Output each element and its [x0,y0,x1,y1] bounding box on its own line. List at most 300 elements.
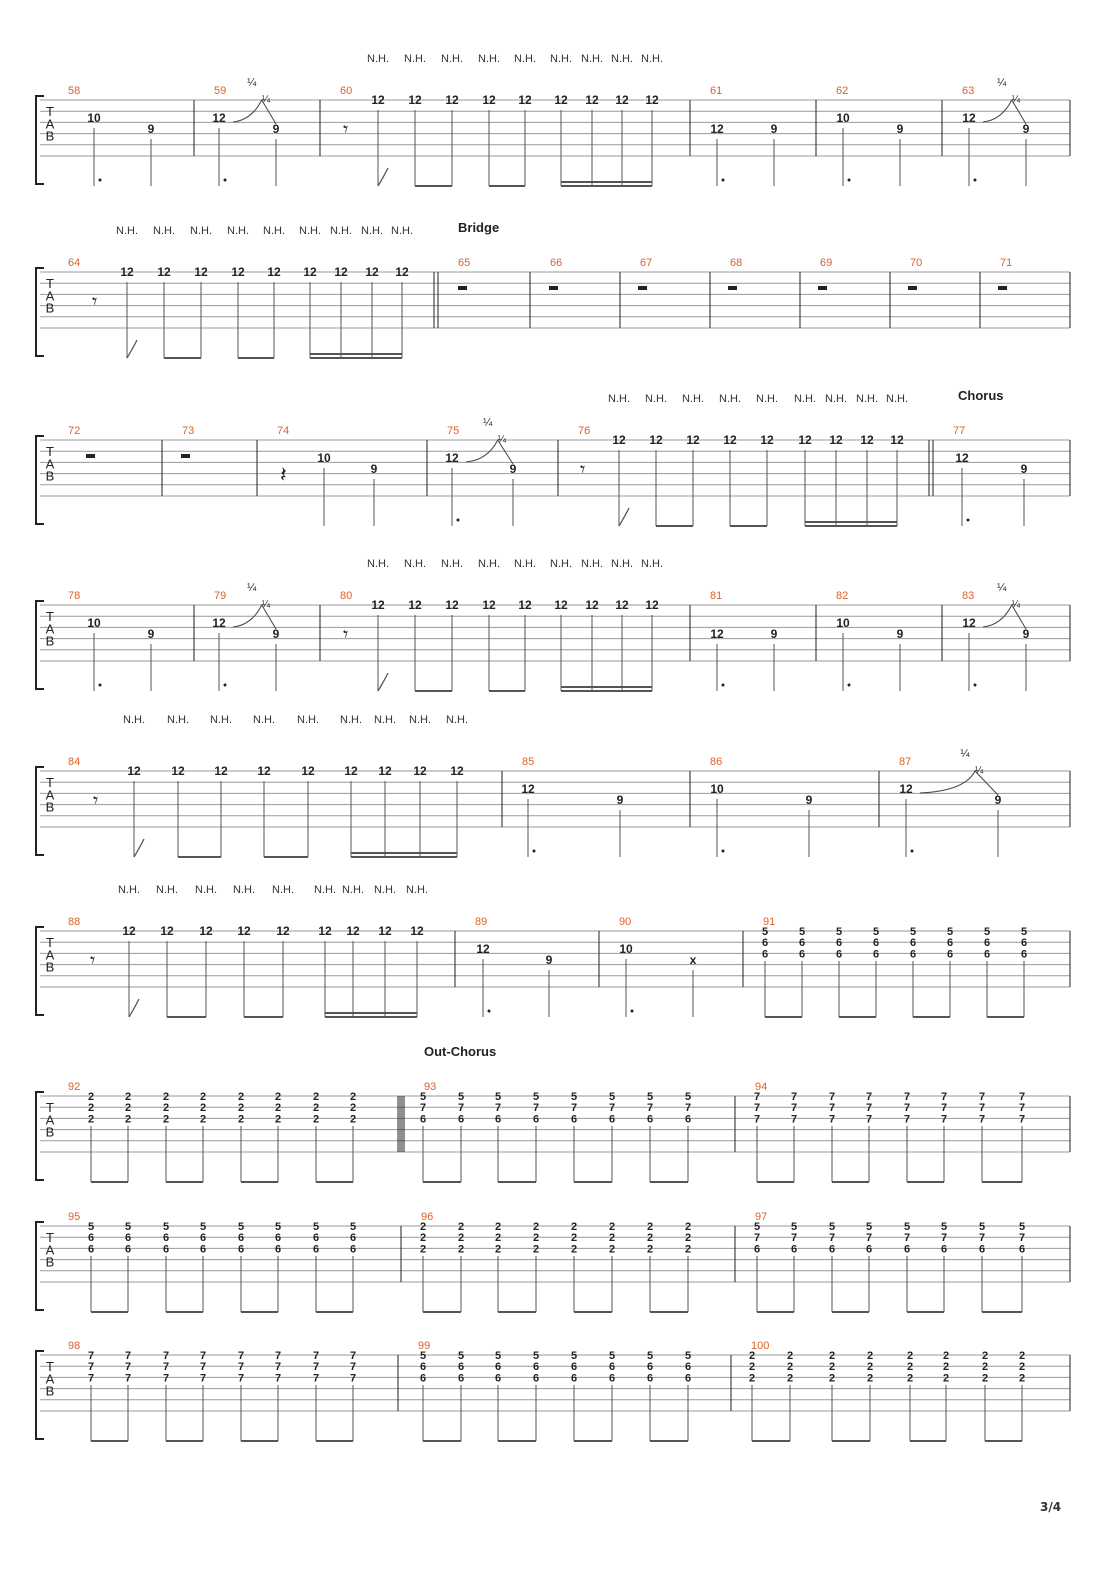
fret-number: 6 [646,1113,654,1126]
fret-number: 7 [124,1350,132,1362]
bar-number: 70 [910,257,923,269]
nh-label: N.H. [297,714,319,726]
dot [533,850,536,853]
fret-number: 2 [981,1372,989,1385]
fret-number: 7 [978,1091,986,1103]
dot [848,684,851,687]
fret-number: 5 [608,1350,616,1362]
dot [722,850,725,853]
fret-number: 5 [646,1091,654,1103]
section-label: Out-Chorus [424,1044,497,1059]
fret-number: 2 [828,1350,836,1362]
fret-number: 2 [828,1372,836,1385]
section-label: Chorus [958,388,1004,403]
flag [127,340,137,358]
bar-number: 61 [710,85,723,97]
fret-number: 7 [349,1361,357,1374]
fret-number: 2 [237,1113,245,1126]
fret-number: 2 [419,1232,427,1245]
fret-number: 2 [942,1350,950,1362]
bar-number: 66 [550,257,563,269]
quarter-rest: 𝄽 [280,462,287,487]
fret-number: 7 [312,1350,320,1362]
fret-number: 7 [312,1372,320,1385]
tab-clef-letter: T [46,935,54,950]
fret-number: 12 [301,764,315,778]
fret-number: 2 [199,1113,207,1126]
fret-number: 6 [646,1372,654,1385]
bar-number: 63 [962,85,975,97]
fret-number: 5 [494,1350,502,1362]
fret-number: 2 [274,1102,282,1115]
dot [911,850,914,853]
fret-number: 2 [684,1243,692,1256]
fret-number: 7 [274,1350,282,1362]
fret-number: 10 [619,942,633,956]
fret-number: 5 [946,926,954,938]
fret-number: 9 [272,627,280,641]
fret-number: 12 [445,93,459,107]
fret-number: 2 [570,1232,578,1245]
bar-number: 83 [962,590,975,602]
fret-number: 12 [371,598,385,612]
fret-number: 2 [748,1350,756,1362]
eighth-rest: 𝄾 [580,459,586,481]
fret-number: 12 [645,598,659,612]
dot [722,179,725,182]
tab-clef-letter: T [46,1230,54,1245]
fret-number: 2 [786,1361,794,1374]
fret-number: 12 [645,93,659,107]
nh-label: N.H. [367,53,389,65]
nh-label: N.H. [514,53,536,65]
nh-label: N.H. [608,393,630,405]
fret-number: 7 [828,1232,836,1245]
fret-number: 5 [457,1350,465,1362]
fret-number: 5 [865,1221,873,1233]
fret-number: 7 [753,1113,761,1126]
fret-number: 2 [419,1221,427,1233]
fret-number: 10 [87,111,101,125]
fret-number: 12 [127,764,141,778]
tab-clef-letter: B [45,959,55,975]
nh-label: N.H. [611,53,633,65]
fret-number: 12 [122,924,136,938]
tab-clef-letter: B [45,633,55,649]
eighth-rest: 𝄾 [343,119,349,141]
bar-number: 67 [640,257,653,269]
fret-number: 7 [865,1102,873,1115]
fret-number: 9 [896,122,904,136]
fret-number: 6 [162,1232,170,1245]
fret-number: 6 [946,948,954,961]
fret-number: 2 [494,1221,502,1233]
fret-number: 2 [532,1232,540,1245]
fret-number: 7 [608,1102,616,1115]
fret-number: 2 [124,1091,132,1103]
fret-number: 12 [120,265,134,279]
fret-number: 6 [1020,948,1028,961]
fret-number: 6 [608,1372,616,1385]
nh-label: N.H. [611,558,633,570]
nh-label: N.H. [153,225,175,237]
fret-number: 6 [909,937,917,950]
whole-rest [181,454,190,458]
fret-number: 2 [684,1232,692,1245]
fret-number: 12 [899,782,913,796]
fret-number: 7 [87,1372,95,1385]
fret-number: 2 [981,1350,989,1362]
fret-number: 5 [312,1221,320,1233]
fret-number: 9 [616,793,624,807]
bend-amount: ¼ [247,77,257,89]
fret-number: 7 [978,1113,986,1126]
fret-number: 12 [955,451,969,465]
fret-number: 12 [962,111,976,125]
fret-number: 7 [162,1350,170,1362]
bar-number: 58 [68,85,81,97]
fret-number: 12 [710,627,724,641]
nh-label: N.H. [272,884,294,896]
fret-number: 6 [872,948,880,961]
dot [224,179,227,182]
fret-number: 7 [684,1102,692,1115]
fret-number: 2 [87,1091,95,1103]
fret-number: 7 [828,1102,836,1115]
fret-number: 7 [199,1361,207,1374]
nh-label: N.H. [645,393,667,405]
nh-label: N.H. [404,558,426,570]
fret-number: 9 [1022,627,1030,641]
dot [722,684,725,687]
tab-clef-letter: B [45,300,55,316]
nh-label: N.H. [116,225,138,237]
fret-number: 6 [124,1232,132,1245]
bar-number: 91 [763,916,776,928]
fret-number: 6 [798,948,806,961]
tab-clef-letter: B [45,799,55,815]
dot [974,684,977,687]
fret-number: 12 [723,433,737,447]
tab-clef-letter: T [46,775,54,790]
fret-number: 5 [419,1091,427,1103]
nh-label: N.H. [441,53,463,65]
fret-number: 12 [798,433,812,447]
fret-number: 2 [274,1091,282,1103]
fret-number: 12 [445,598,459,612]
system-bracket [36,601,44,689]
nh-label: N.H. [118,884,140,896]
bend-amount: ¼ [997,582,1007,594]
system-bracket [36,1092,44,1180]
whole-rest [86,454,95,458]
bar-number: 59 [214,85,227,97]
fret-number: 12 [199,924,213,938]
bar-number: 78 [68,590,81,602]
fret-number: 6 [570,1361,578,1374]
fret-number: 6 [532,1113,540,1126]
fret-number: 12 [962,616,976,630]
fret-number: 9 [1020,462,1028,476]
fret-number: 2 [312,1113,320,1126]
fret-number: 2 [237,1102,245,1115]
bar-number: 79 [214,590,227,602]
fret-number: 2 [646,1232,654,1245]
dot [99,684,102,687]
fret-number: 7 [978,1102,986,1115]
tab-clef-letter: A [45,288,55,304]
fret-number: 2 [866,1350,874,1362]
fret-number: 7 [274,1372,282,1385]
fret-number: 7 [903,1102,911,1115]
nh-label: N.H. [263,225,285,237]
system-bracket [36,436,44,524]
bar-number: 89 [475,916,488,928]
bar-number: 82 [836,590,849,602]
nh-label: N.H. [374,884,396,896]
fret-number: 6 [753,1243,761,1256]
fret-number: 6 [684,1113,692,1126]
fret-number: 5 [494,1091,502,1103]
fret-number: 7 [419,1102,427,1115]
fret-number: 2 [1018,1372,1026,1385]
fret-number: 6 [457,1361,465,1374]
release-amount: ¼ [497,434,506,445]
fret-number: 12 [445,451,459,465]
fret-number: 6 [608,1361,616,1374]
nh-label: N.H. [641,53,663,65]
system-bracket [36,96,44,184]
tab-clef-letter: A [45,947,55,963]
bar-number: 68 [730,257,743,269]
eighth-rest: 𝄾 [343,624,349,646]
fret-number: 2 [570,1221,578,1233]
fret-number: 6 [983,937,991,950]
fret-number: 5 [798,926,806,938]
fret-number: 6 [761,937,769,950]
fret-number: 12 [408,598,422,612]
fret-number: 12 [612,433,626,447]
bar-number: 81 [710,590,723,602]
fret-number: 12 [212,616,226,630]
nh-label: N.H. [342,884,364,896]
fret-number: 12 [521,782,535,796]
fret-number: 9 [370,462,378,476]
bar-number: 99 [418,1340,431,1352]
fret-number: 5 [978,1221,986,1233]
fret-number: 9 [896,627,904,641]
fret-number: 6 [199,1232,207,1245]
dot [974,179,977,182]
fret-number: 10 [317,451,331,465]
fret-number: 6 [790,1243,798,1256]
fret-number: 12 [257,764,271,778]
fret-number: 6 [87,1243,95,1256]
fret-number: 5 [457,1091,465,1103]
bar-number: 98 [68,1340,81,1352]
eighth-rest: 𝄾 [92,291,98,313]
fret-number: 2 [608,1232,616,1245]
fret-number: 12 [890,433,904,447]
fret-number: 12 [860,433,874,447]
fret-number: 9 [272,122,280,136]
bar-number: 74 [277,425,290,437]
tab-clef-letter: A [45,456,55,472]
system-bracket [36,268,44,356]
fret-number: 7 [349,1350,357,1362]
fret-number: 7 [753,1091,761,1103]
fret-number: 5 [87,1221,95,1233]
tab-clef-letter: T [46,1100,54,1115]
fret-number: 6 [237,1243,245,1256]
tab-clef-letter: A [45,116,55,132]
fret-number: 12 [346,924,360,938]
fret-number: 7 [753,1102,761,1115]
fret-number: 6 [570,1113,578,1126]
fret-number: 2 [866,1372,874,1385]
nh-label: N.H. [156,884,178,896]
fret-number: 9 [147,122,155,136]
bar-number: 93 [424,1081,437,1093]
dot [224,684,227,687]
fret-number: 2 [457,1243,465,1256]
fret-number: 9 [147,627,155,641]
fret-number: 5 [1020,926,1028,938]
fret-number: 5 [835,926,843,938]
fret-number: 7 [865,1113,873,1126]
nh-label: N.H. [514,558,536,570]
fret-number: 6 [124,1243,132,1256]
fret-number: 7 [790,1091,798,1103]
tab-clef-letter: T [46,609,54,624]
whole-rest [458,286,467,290]
whole-rest [818,286,827,290]
bar-number: 71 [1000,257,1013,269]
bar-number: 75 [447,425,460,437]
fret-number: 2 [532,1221,540,1233]
fret-number: 10 [87,616,101,630]
flag [378,673,388,691]
nh-label: N.H. [406,884,428,896]
fret-number: 6 [865,1243,873,1256]
bar-number: 62 [836,85,849,97]
fret-number: 7 [124,1372,132,1385]
fret-number: 5 [761,926,769,938]
fret-number: 2 [162,1091,170,1103]
fret-number: 2 [786,1372,794,1385]
fret-number: 12 [482,93,496,107]
tab-clef-letter: B [45,1254,55,1270]
tab-clef-letter: A [45,1112,55,1128]
fret-number: 6 [312,1243,320,1256]
fret-number: 2 [646,1243,654,1256]
fret-number: 12 [649,433,663,447]
fret-number: 12 [318,924,332,938]
nh-label: N.H. [391,225,413,237]
flag [378,168,388,186]
nh-label: N.H. [190,225,212,237]
fret-number: 2 [828,1361,836,1374]
fret-number: 6 [457,1113,465,1126]
fret-number: 9 [770,122,778,136]
fret-number: 9 [545,953,553,967]
fret-number: 2 [349,1091,357,1103]
fret-number: 5 [903,1221,911,1233]
fret-number: 7 [312,1361,320,1374]
fret-number: 12 [395,265,409,279]
bar-number: 92 [68,1081,81,1093]
fret-number: 2 [419,1243,427,1256]
fret-number: 9 [770,627,778,641]
fret-number: 2 [608,1243,616,1256]
nh-label: N.H. [446,714,468,726]
fret-number: 9 [1022,122,1030,136]
nh-label: N.H. [361,225,383,237]
fret-number: 2 [494,1243,502,1256]
fret-number: 5 [608,1091,616,1103]
fret-number: 7 [1018,1091,1026,1103]
fret-number: 2 [906,1350,914,1362]
fret-number: 5 [199,1221,207,1233]
fret-number: 6 [1020,937,1028,950]
fret-number: 12 [160,924,174,938]
whole-rest [638,286,647,290]
tab-clef-letter: A [45,787,55,803]
fret-number: 6 [494,1372,502,1385]
bar-number: 64 [68,257,81,269]
fret-number: 2 [942,1372,950,1385]
fret-number: 12 [410,924,424,938]
fret-number: 7 [903,1113,911,1126]
fret-number: 6 [798,937,806,950]
fret-number: 5 [274,1221,282,1233]
fret-number: 7 [349,1372,357,1385]
fret-number: 7 [865,1232,873,1245]
fret-number: 5 [828,1221,836,1233]
release-amount: ¼ [974,765,984,776]
fret-number: 7 [828,1091,836,1103]
fret-number: 6 [419,1372,427,1385]
nh-label: N.H. [404,53,426,65]
fret-number: 7 [940,1091,948,1103]
fret-number: 7 [790,1232,798,1245]
fret-number: 5 [162,1221,170,1233]
bend-amount: ¼ [997,77,1007,89]
system-bracket [36,767,44,855]
fret-number: 2 [684,1221,692,1233]
fret-number: 5 [419,1350,427,1362]
fret-number: 2 [494,1232,502,1245]
fret-number: 2 [981,1361,989,1374]
release-amount: ¼ [261,599,270,610]
flag [129,999,139,1017]
fret-number: 2 [87,1102,95,1115]
fret-number: 12 [365,265,379,279]
fret-number: 2 [906,1361,914,1374]
fret-number: 2 [748,1361,756,1374]
fret-number: 12 [194,265,208,279]
whole-rest [908,286,917,290]
fret-number: 12 [378,764,392,778]
tab-clef-letter: B [45,468,55,484]
fret-number: 7 [199,1372,207,1385]
fret-number: 6 [494,1361,502,1374]
fret-number: 2 [1018,1361,1026,1374]
fret-number: 5 [237,1221,245,1233]
bar-number: 90 [619,916,632,928]
bar-number: 96 [421,1211,434,1223]
tab-clef-letter: B [45,1124,55,1140]
